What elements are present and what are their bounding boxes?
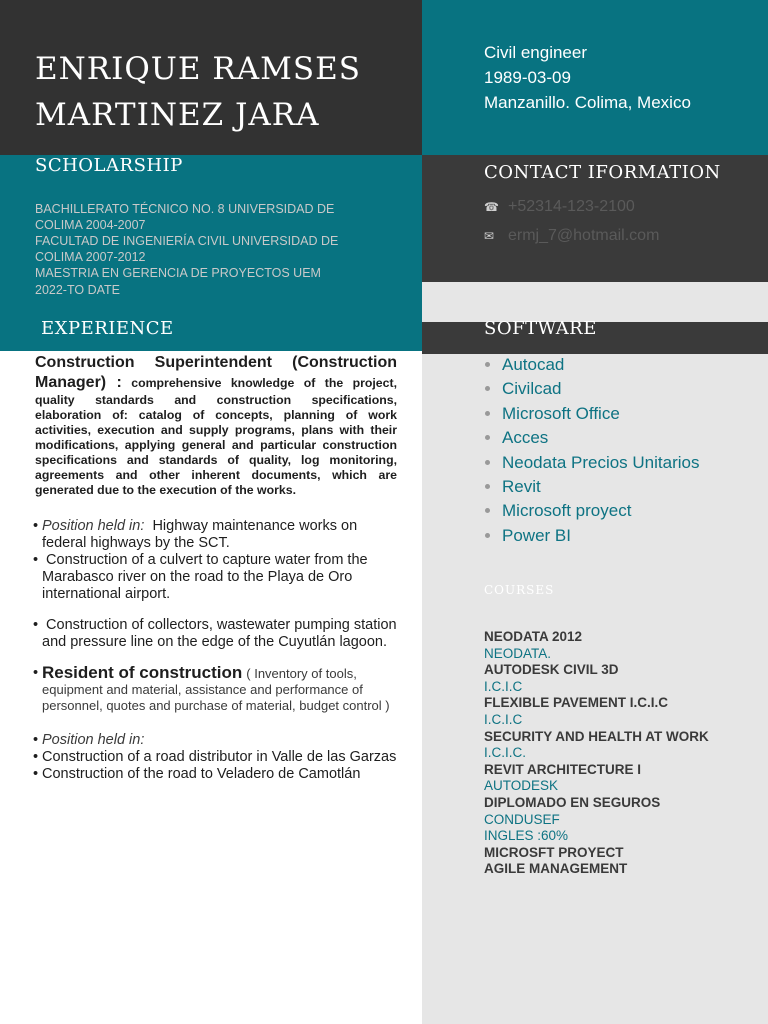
software-item: Microsoft Office bbox=[484, 402, 754, 426]
course-org: I.C.I.C bbox=[484, 678, 523, 694]
course-name: DIPLOMADO EN SEGUROS bbox=[484, 794, 661, 810]
software-item: Civilcad bbox=[484, 377, 754, 401]
email-address: ermj_7@hotmail.com bbox=[508, 227, 660, 244]
job-entry bbox=[35, 353, 397, 498]
job-description: ( Inventory of tools, equipment and material, assistance and performance of personnel, quotes and purchase of material, budget control ) bbox=[42, 666, 390, 713]
scholarship-line: 2022-TO DATE bbox=[35, 283, 120, 297]
contact-email bbox=[484, 227, 659, 245]
job-description: comprehensive knowledge of the project, quality standards and construction specifications, elaboration of: catalog of concepts, planning of work activities, execution and supply programs, plans with their modifications, applying general and particular construction specifications and standards of quality, log monitoring, agreements and other inherent documents, which are generated due to the execution of the works. bbox=[35, 376, 397, 497]
software-item: Acces bbox=[484, 426, 754, 450]
course-org: I.C.I.C. bbox=[484, 745, 527, 761]
contact-title: CONTACT IFORMATION bbox=[484, 162, 721, 183]
experience-content bbox=[35, 353, 397, 783]
list-item bbox=[35, 617, 397, 651]
course-name: NEODATA 2012 bbox=[484, 629, 583, 644]
position-text: Construction of a road distributor in Valle de las Garzas bbox=[42, 749, 397, 765]
course-org: I.C.I.C bbox=[484, 711, 523, 727]
scholarship-title: SCHOLARSHIP bbox=[35, 155, 183, 176]
software-item: Revit bbox=[484, 475, 754, 499]
course-org: NEODATA. bbox=[484, 645, 552, 661]
position-label: Position held in: bbox=[42, 518, 145, 534]
scholarship-line: COLIMA 2007-2012 bbox=[35, 250, 146, 264]
course-name: REVIT ARCHITECTURE I bbox=[484, 761, 642, 777]
software-item: Autocad bbox=[484, 353, 754, 377]
course-org: AUTODESK bbox=[484, 778, 559, 794]
course-org: CONDUSEF bbox=[484, 811, 560, 827]
location: Manzanillo. Colima, Mexico bbox=[484, 93, 691, 112]
courses-title: COURSES bbox=[484, 583, 555, 597]
software-item: Power BI bbox=[484, 524, 754, 548]
envelope-icon: ✉ bbox=[484, 229, 495, 243]
software-title: SOFTWARE bbox=[484, 318, 597, 339]
phone-number: +52314-123-2100 bbox=[508, 198, 635, 215]
course-name: SECURITY AND HEALTH AT WORK bbox=[484, 728, 709, 744]
experience-title: EXPERIENCE bbox=[41, 318, 174, 339]
courses-list bbox=[484, 629, 754, 878]
list-item bbox=[35, 749, 397, 766]
position-text: Construction of collectors, wastewater pumping station and pressure line on the edge of the Cuyutlán lagoon. bbox=[42, 617, 397, 650]
scholarship-line: FACULTAD DE INGENIERÍA CIVIL UNIVERSIDAD DE bbox=[35, 234, 339, 248]
software-item: Neodata Precios Unitarios bbox=[484, 451, 754, 475]
job-title: Resident of construction bbox=[42, 663, 243, 682]
scholarship-line: BACHILLERATO TÉCNICO NO. 8 UNIVERSIDAD DE bbox=[35, 202, 335, 216]
position-text: Construction of the road to Veladero de Camotlán bbox=[42, 766, 361, 782]
position-text: Highway maintenance works on federal highways by the SCT. bbox=[42, 518, 358, 551]
course-name: INGLES :60% bbox=[484, 828, 569, 844]
candidate-name bbox=[35, 46, 415, 138]
list-item bbox=[35, 665, 397, 714]
personal-info-block bbox=[422, 0, 768, 155]
job-title: Construction Superintendent (Construction Manager) : bbox=[35, 354, 397, 391]
name-line-2: MARTINEZ JARA bbox=[35, 97, 320, 133]
course-name: FLEXIBLE PAVEMENT I.C.I.C bbox=[484, 695, 669, 711]
scholarship-line: COLIMA 2004-2007 bbox=[35, 218, 146, 232]
position-text: Construction of a culvert to capture water from the Marabasco river on the road to the Playa de Oro international airport. bbox=[42, 552, 368, 602]
scholarship-line: MAESTRIA EN GERENCIA DE PROYECTOS UEM bbox=[35, 266, 321, 280]
profession: Civil engineer bbox=[484, 43, 587, 62]
software-list bbox=[484, 353, 754, 548]
phone-icon: ☎ bbox=[484, 200, 499, 214]
course-name: AUTODESK CIVIL 3D bbox=[484, 662, 619, 678]
course-name: MICROSFT PROYECT bbox=[484, 844, 624, 860]
birthdate: 1989-03-09 bbox=[484, 68, 571, 87]
name-line-1: ENRIQUE RAMSES bbox=[35, 51, 361, 87]
list-item bbox=[35, 766, 397, 783]
course-name: AGILE MANAGEMENT bbox=[484, 861, 628, 877]
position-list bbox=[35, 518, 397, 783]
list-item bbox=[35, 732, 397, 749]
list-item bbox=[35, 518, 397, 552]
position-label: Position held in: bbox=[42, 732, 145, 748]
list-item bbox=[35, 552, 397, 603]
software-item: Microsoft proyect bbox=[484, 499, 754, 523]
contact-phone bbox=[484, 198, 635, 216]
